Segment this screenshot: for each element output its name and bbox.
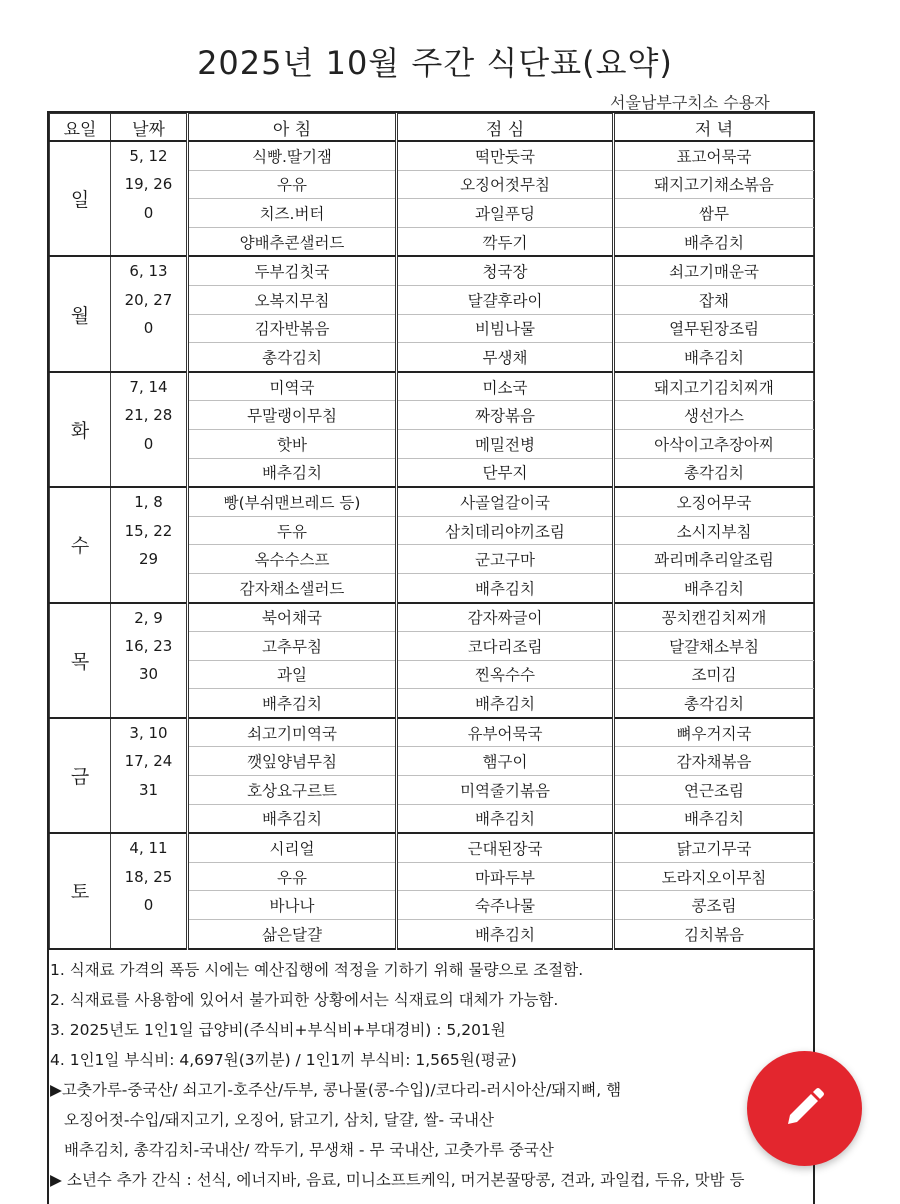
breakfast-cell: 배추김치	[188, 458, 397, 487]
table-row	[50, 256, 814, 285]
breakfast-cell: 시리얼	[188, 833, 397, 862]
note-line: 배추김치, 총각김치-국내산/ 깍두기, 무생채 - 무 국내산, 고춧가루 중국산	[64, 1141, 554, 1159]
table-row	[50, 343, 814, 372]
breakfast-cell: 호상요구르트	[188, 776, 397, 805]
lunch-cell: 마파두부	[397, 862, 614, 891]
table-row	[50, 429, 814, 458]
lunch-cell: 달걀후라이	[397, 285, 614, 314]
breakfast-cell: 배추김치	[188, 689, 397, 718]
lunch-cell: 무생채	[397, 343, 614, 372]
breakfast-cell: 우유	[188, 862, 397, 891]
dinner-cell: 배추김치	[614, 343, 814, 372]
lunch-cell: 떡만둣국	[397, 141, 614, 170]
breakfast-cell: 양배추콘샐러드	[188, 227, 397, 256]
date-cell: 19, 26	[111, 170, 188, 199]
table-row	[50, 862, 814, 891]
dinner-cell: 생선가스	[614, 401, 814, 430]
day-cell: 화	[50, 372, 111, 487]
date-cell	[111, 804, 188, 833]
breakfast-cell: 쇠고기미역국	[188, 718, 397, 747]
page-subtitle: 서울남부구치소 수용자	[610, 93, 770, 112]
table-row	[50, 804, 814, 833]
table-row	[50, 141, 814, 170]
column-header-day: 요일	[50, 114, 111, 142]
date-cell: 17, 24	[111, 747, 188, 776]
date-cell: 15, 22	[111, 516, 188, 545]
dinner-cell: 연근조림	[614, 776, 814, 805]
dinner-cell: 도라지오이무침	[614, 862, 814, 891]
table-row	[50, 603, 814, 632]
date-cell	[111, 920, 188, 949]
table-row	[50, 285, 814, 314]
date-cell: 2, 9	[111, 603, 188, 632]
breakfast-cell: 치즈.버터	[188, 199, 397, 228]
note-line: 1. 식재료 가격의 폭등 시에는 예산집행에 적정을 기하기 위해 물량으로 조절함.	[50, 961, 584, 979]
dinner-cell: 표고어묵국	[614, 141, 814, 170]
table-row	[50, 747, 814, 776]
column-header-lunch: 점 심	[397, 114, 614, 142]
dinner-cell: 총각김치	[614, 689, 814, 718]
breakfast-cell: 무말랭이무침	[188, 401, 397, 430]
table-row	[50, 314, 814, 343]
breakfast-cell: 미역국	[188, 372, 397, 401]
dinner-cell: 배추김치	[614, 573, 814, 602]
dinner-cell: 열무된장조림	[614, 314, 814, 343]
breakfast-cell: 감자채소샐러드	[188, 573, 397, 602]
breakfast-cell: 우유	[188, 170, 397, 199]
lunch-cell: 단무지	[397, 458, 614, 487]
pencil-icon	[780, 1084, 828, 1132]
table-row	[50, 833, 814, 862]
note-line: 2. 식재료를 사용함에 있어서 불가피한 상황에서는 식재료의 대체가 가능함.	[50, 991, 559, 1009]
lunch-cell: 청국장	[397, 256, 614, 285]
dinner-cell: 쌈무	[614, 199, 814, 228]
lunch-cell: 근대된장국	[397, 833, 614, 862]
date-cell: 6, 13	[111, 256, 188, 285]
date-cell: 3, 10	[111, 718, 188, 747]
date-cell: 1, 8	[111, 487, 188, 516]
date-cell: 0	[111, 891, 188, 920]
breakfast-cell: 두유	[188, 516, 397, 545]
table-row	[50, 891, 814, 920]
date-cell: 16, 23	[111, 632, 188, 661]
table-row	[50, 632, 814, 661]
breakfast-cell: 삶은달걀	[188, 920, 397, 949]
dinner-cell: 오징어무국	[614, 487, 814, 516]
dinner-cell: 잡채	[614, 285, 814, 314]
day-cell: 수	[50, 487, 111, 602]
dinner-cell: 조미김	[614, 660, 814, 689]
table-row	[50, 227, 814, 256]
lunch-cell: 배추김치	[397, 689, 614, 718]
breakfast-cell: 배추김치	[188, 804, 397, 833]
edit-fab-button[interactable]	[747, 1051, 862, 1166]
notes-section	[50, 955, 810, 1195]
dinner-cell: 감자채볶음	[614, 747, 814, 776]
column-header-dinner: 저 녁	[614, 114, 814, 142]
day-cell: 일	[50, 141, 111, 256]
dinner-cell: 돼지고기김치찌개	[614, 372, 814, 401]
date-cell: 21, 28	[111, 401, 188, 430]
date-cell: 31	[111, 776, 188, 805]
breakfast-cell: 과일	[188, 660, 397, 689]
menu-table	[49, 113, 814, 950]
lunch-cell: 비빔나물	[397, 314, 614, 343]
menu-table-body	[50, 141, 814, 949]
dinner-cell: 김치볶음	[614, 920, 814, 949]
note-line: ▶고춧가루-중국산/ 쇠고기-호주산/두부, 콩나물(콩-수입)/코다리-러시아산/돼지뼈, 햄	[50, 1081, 622, 1099]
lunch-cell: 오징어젓무침	[397, 170, 614, 199]
table-row	[50, 776, 814, 805]
table-row	[50, 660, 814, 689]
date-cell	[111, 458, 188, 487]
dinner-cell: 쇠고기매운국	[614, 256, 814, 285]
table-header-row	[50, 114, 814, 142]
dinner-cell: 콩조림	[614, 891, 814, 920]
table-row	[50, 458, 814, 487]
lunch-cell: 사골얼갈이국	[397, 487, 614, 516]
breakfast-cell: 빵(부쉬맨브레드 등)	[188, 487, 397, 516]
date-cell: 30	[111, 660, 188, 689]
lunch-cell: 찐옥수수	[397, 660, 614, 689]
day-cell: 목	[50, 603, 111, 718]
date-cell	[111, 573, 188, 602]
lunch-cell: 유부어묵국	[397, 718, 614, 747]
lunch-cell: 숙주나물	[397, 891, 614, 920]
breakfast-cell: 식빵.딸기잼	[188, 141, 397, 170]
date-cell: 4, 11	[111, 833, 188, 862]
page-title: 2025년 10월 주간 식단표(요약)	[197, 44, 673, 82]
date-cell: 20, 27	[111, 285, 188, 314]
dinner-cell: 배추김치	[614, 227, 814, 256]
breakfast-cell: 두부김칫국	[188, 256, 397, 285]
lunch-cell: 짜장볶음	[397, 401, 614, 430]
note-line: 오징어젓-수입/돼지고기, 오징어, 닭고기, 삼치, 달걀, 쌀- 국내산	[64, 1111, 494, 1129]
table-row	[50, 170, 814, 199]
date-cell	[111, 689, 188, 718]
breakfast-cell: 북어채국	[188, 603, 397, 632]
column-header-date: 날짜	[111, 114, 188, 142]
lunch-cell: 감자짜글이	[397, 603, 614, 632]
breakfast-cell: 오복지무침	[188, 285, 397, 314]
note-line: 3. 2025년도 1인1일 급양비(주식비+부식비+부대경비) : 5,201원	[50, 1021, 506, 1039]
lunch-cell: 과일푸딩	[397, 199, 614, 228]
breakfast-cell: 옥수수스프	[188, 545, 397, 574]
dinner-cell: 돼지고기채소볶음	[614, 170, 814, 199]
date-cell: 5, 12	[111, 141, 188, 170]
dinner-cell: 닭고기무국	[614, 833, 814, 862]
table-row	[50, 920, 814, 949]
date-cell	[111, 343, 188, 372]
lunch-cell: 깍두기	[397, 227, 614, 256]
column-header-breakfast: 아 침	[188, 114, 397, 142]
dinner-cell: 소시지부침	[614, 516, 814, 545]
breakfast-cell: 깻잎양념무침	[188, 747, 397, 776]
dinner-cell: 아삭이고추장아찌	[614, 429, 814, 458]
lunch-cell: 배추김치	[397, 804, 614, 833]
lunch-cell: 미역줄기볶음	[397, 776, 614, 805]
lunch-cell: 군고구마	[397, 545, 614, 574]
dinner-cell: 꽈리메추리알조림	[614, 545, 814, 574]
table-row	[50, 573, 814, 602]
table-row	[50, 487, 814, 516]
lunch-cell: 메밀전병	[397, 429, 614, 458]
date-cell	[111, 227, 188, 256]
table-row	[50, 545, 814, 574]
date-cell: 0	[111, 314, 188, 343]
table-row	[50, 516, 814, 545]
note-line: ▶ 소년수 추가 간식 : 선식, 에너지바, 음료, 미니소프트케익, 머거본꿀땅콩, 견과, 과일컵, 두유, 맛밤 등	[50, 1171, 745, 1189]
lunch-cell: 햄구이	[397, 747, 614, 776]
breakfast-cell: 바나나	[188, 891, 397, 920]
day-cell: 토	[50, 833, 111, 948]
date-cell: 0	[111, 199, 188, 228]
breakfast-cell: 김자반볶음	[188, 314, 397, 343]
dinner-cell: 꽁치캔김치찌개	[614, 603, 814, 632]
table-row	[50, 718, 814, 747]
lunch-cell: 배추김치	[397, 920, 614, 949]
table-row	[50, 689, 814, 718]
breakfast-cell: 고추무침	[188, 632, 397, 661]
day-cell: 금	[50, 718, 111, 833]
breakfast-cell: 핫바	[188, 429, 397, 458]
lunch-cell: 코다리조림	[397, 632, 614, 661]
dinner-cell: 총각김치	[614, 458, 814, 487]
table-row	[50, 401, 814, 430]
dinner-cell: 배추김치	[614, 804, 814, 833]
day-cell: 월	[50, 256, 111, 371]
date-cell: 7, 14	[111, 372, 188, 401]
lunch-cell: 배추김치	[397, 573, 614, 602]
dinner-cell: 뼈우거지국	[614, 718, 814, 747]
breakfast-cell: 총각김치	[188, 343, 397, 372]
date-cell: 29	[111, 545, 188, 574]
lunch-cell: 미소국	[397, 372, 614, 401]
lunch-cell: 삼치데리야끼조림	[397, 516, 614, 545]
dinner-cell: 달걀채소부침	[614, 632, 814, 661]
date-cell: 0	[111, 429, 188, 458]
note-line: 4. 1인1일 부식비: 4,697원(3끼분) / 1인1끼 부식비: 1,565원(평균)	[50, 1051, 517, 1069]
table-row	[50, 199, 814, 228]
date-cell: 18, 25	[111, 862, 188, 891]
table-row	[50, 372, 814, 401]
